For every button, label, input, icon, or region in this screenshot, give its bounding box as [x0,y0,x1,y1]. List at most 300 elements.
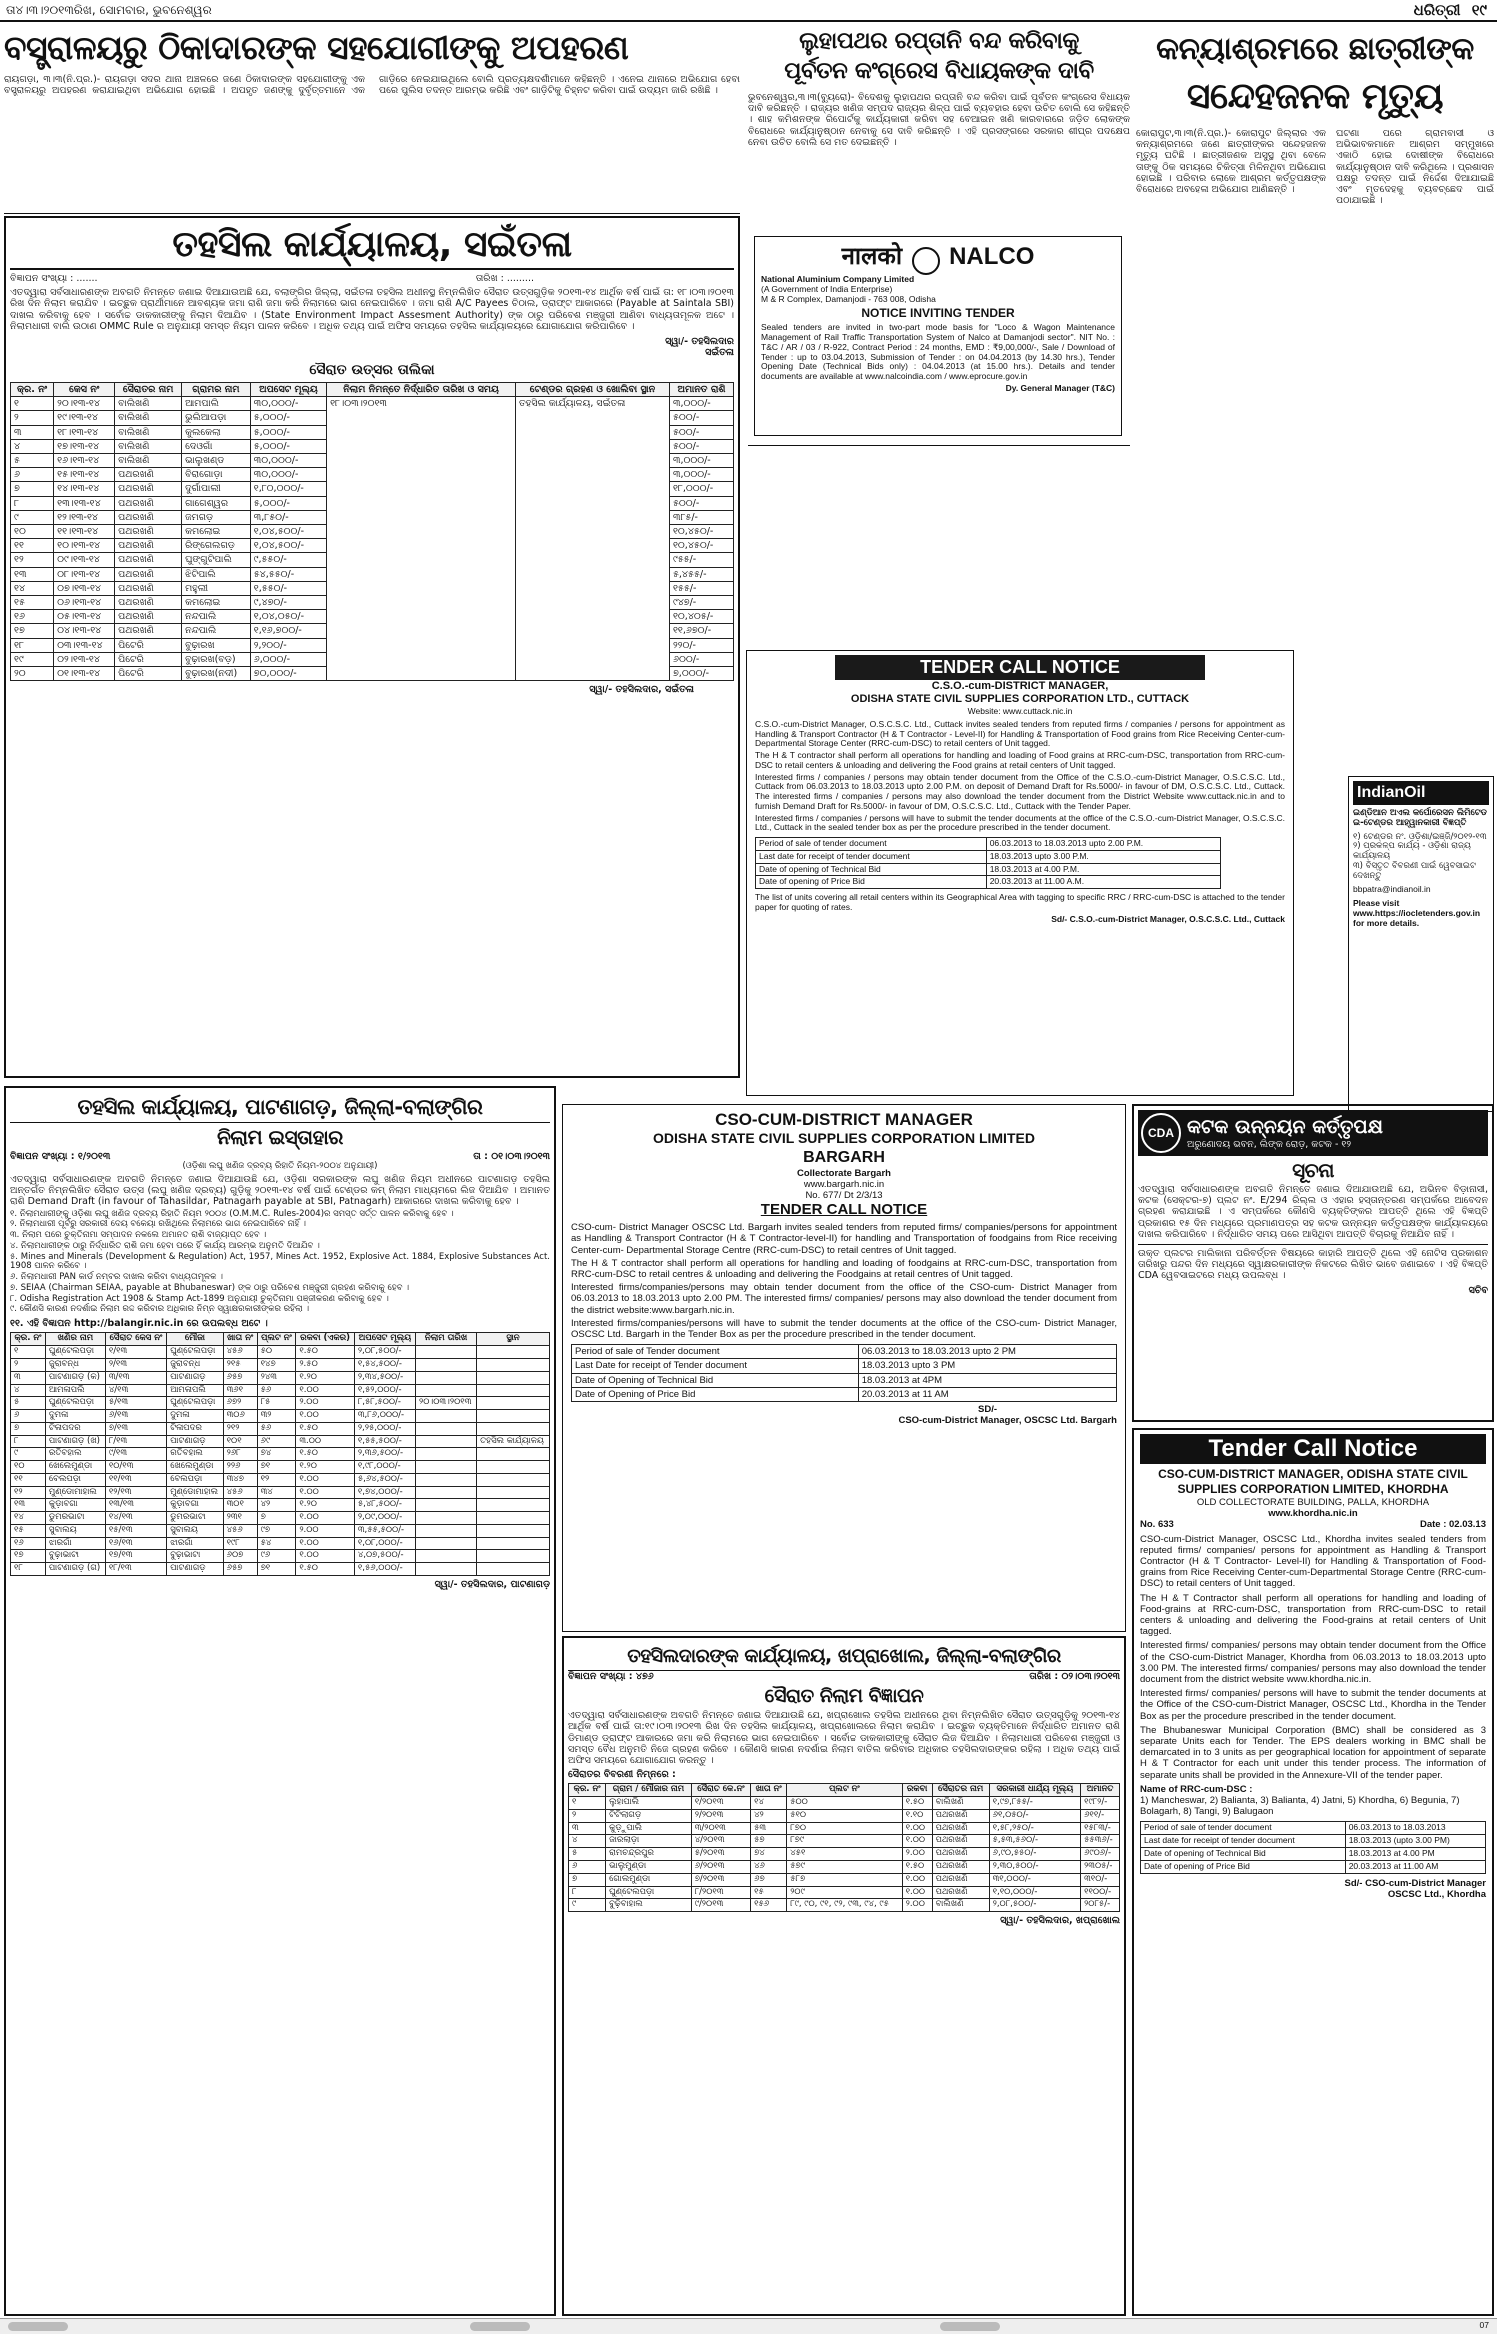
khordha-p3: Interested firms/ companies/ persons may obtain tender document from the Office of the CSO-cum-District Manager, Khordha from 06.03.2013 to 18.03.2013 upto 3.00 PM. The interested firms/ companies/ persons may also download the tender document from the district website www.khordha.nic.in. [1140,1640,1486,1686]
bargarh-tcn: TENDER CALL NOTICE [760,1201,928,1219]
table-cell: ୧୦,୪୫୦/- [669,539,733,553]
table-cell: ୩୧୦/- [1081,1873,1120,1886]
table-cell: Last date for receipt of tender document [1141,1835,1346,1848]
table-cell: ୩୪ [257,1486,296,1499]
masthead [0,0,1497,22]
table-cell: ୨,୩୪,୫୦୦/- [354,1371,415,1384]
table-header-cell: ସୈରାତ କେ.ନଂ [691,1784,750,1797]
table-cell: ୧.୦୦ [296,1384,355,1397]
table-cell: ବୁଢ଼ାରଖ(ବଡ଼) [182,652,251,666]
table-cell: ୦୫।୧୩-୧୪ [54,610,115,624]
saintala-table [10,382,734,681]
table-row [11,1499,550,1512]
table-cell: ୧୭।୧୩-୧୪ [54,439,115,453]
table-cell: ଜୁରାବନ୍ଧ [167,1358,223,1371]
table-cell: ୧୧ [11,539,54,553]
table-cell [416,1524,477,1537]
table-cell [416,1448,477,1461]
table-cell [416,1461,477,1474]
table-header-cell: ନିଲାମ ତାରିଖ [416,1333,477,1346]
table-cell: ୦୪।୧୩-୧୪ [54,624,115,638]
table-cell: ବାଲିଖଣି [115,453,182,467]
table-cell [416,1346,477,1359]
khaprakhol-table [568,1783,1120,1912]
table-cell: ବାଲିଖଣି [932,1899,989,1912]
table-cell: ୧୦ [11,524,54,538]
table-cell: ୬୭ [751,1873,787,1886]
table-cell: ୯୭ [257,1524,296,1537]
saintala-sign: ସ୍ୱା/- ତହସିଲଦାର [665,336,734,348]
cuttack-p2: The H & T contractor shall perform all operations for handling and loading of Food grains at RRC-cum-DSC, transportation from RRC-cum-DSC to retail centers & unloading and delivering the Food grains at retail centers of Unit tagged. [755,750,1285,770]
table-cell: ୨,୦୮,୫୦୦/- [989,1899,1080,1912]
table-cell: ମୁଣ୍ଡୋମାହାଲ [167,1486,223,1499]
bargarh-p2: The H & T contractor shall perform all operations for handling and loading of foodgains at RRC-cum-DSC, transportation from RRC-cum-DSC to retail centres & unloading and delivering the Foodgains at retail centres of Unit tagged. [571,1257,1117,1280]
table-cell: ପଥରଖଣି [932,1848,989,1861]
table-cell: ୧୯ [11,652,54,666]
table-cell: ୧୮,୦୦୦/- [669,482,733,496]
saintala-table-header [11,382,734,396]
cuttack-tender [746,650,1294,1096]
table-cell [477,1486,550,1499]
khordha-p1: CSO-cum-District Manager, OSCSC Ltd., Khordha invites sealed tenders from reputed firms/ companies/ persons for appointment as Handling & Transport Contractor (H & T Contractor- Level-II) for Handling & Transportation of Food-grains from Rice Receiving Center-cum-Departmental Storage Centre (RRC-cum-DSC) to retail centers of Unit tagged. [1140,1533,1486,1590]
table-cell: ୧,୫୨,୦୦୦/- [354,1384,415,1397]
indianoil-brand: IndianOil [1353,781,1489,805]
saintala-title: ତହସିଲ କାର୍ଯ୍ୟାଳୟ, ସଇଁତଳା [10,222,734,270]
table-cell [416,1410,477,1423]
table-cell: କୁଡ଼ାବଗା [45,1499,105,1512]
table-header-cell: ରକବା (ଏକର) [296,1333,355,1346]
cda-sign: ସଚିବ [1468,1284,1488,1296]
table-cell [416,1422,477,1435]
table-cell: ୯,୫୫୦/- [250,553,326,567]
bargarh-office: Collectorate Bargarh [797,1167,891,1179]
table-cell: ୫୦ [257,1346,296,1359]
table-header-cell: କ୍ର. ନଂ [11,1333,46,1346]
table-cell: ୧୩ [11,567,54,581]
khordha-rrc-title: Name of RRC-cum-DSC : [1140,1783,1253,1795]
table-cell: ପଥରଖଣି [115,595,182,609]
nalco-company: National Aluminium Company Limited [761,274,915,284]
table-cell: ଭାଲୁଖଣ୍ଡ [182,453,251,467]
table-cell: ୬ [569,1861,606,1874]
cda-subtitle: ସୂଚନା [1292,1158,1334,1182]
table-cell: ୫,୫୩,୫୬୦/- [989,1835,1080,1848]
khaprakhol-subtitle: ସୈରାତ ନିଲାମ ବିଜ୍ଞାପନ [764,1685,924,1708]
patnagarh-clause: ୬. ନିଲାମଧାରୀ PAN କାର୍ଡ ନମ୍ବର ଦାଖଲ କରିବା ବାଧ୍ୟତାମୂଳକ । [10,1272,223,1283]
saintala-footer-sign: ସ୍ୱା/- ତହସିଲଦାର, ସଇଁତଳା [589,684,694,696]
table-cell: ୫୬ [257,1384,296,1397]
khaprakhol-footer-sign: ସ୍ୱା/- ତହସିଲଦାର, ଖପ୍ରାଖୋଲ [1000,1915,1120,1927]
patnagarh-clause: ୪. ନିଲାମଧାରୀଙ୍କ ଠାରୁ ନିର୍ଦ୍ଧାରିତ ରାଶି ଜମା ହେବା ପରେ ହିଁ କାର୍ଯ୍ୟ ଆରମ୍ଭ ଅନୁମତି ଦିଆଯିବ । [10,1240,320,1251]
table-row [11,1358,550,1371]
table-cell: ୧,୦୪,୫୦୦/- [250,524,326,538]
table-cell: ୧.୦୦ [296,1512,355,1525]
table-cell: କମଲୋଇ [182,595,251,609]
khaprakhol-body: ଏତଦ୍ୱାରା ସର୍ବସାଧାରଣଙ୍କ ଅବଗତି ନିମନ୍ତେ ଜଣାଇ ଦିଆଯାଉଛି ଯେ, ଖପ୍ରାଖୋଲ ତହସିଲ ଅଧୀନରେ ଥିବା ନିମ୍ନଲିଖିତ ସୈରାତ ଉତ୍ସଗୁଡ଼ିକୁ ୨୦୧୩-୧୪ ଆର୍ଥିକ ବର୍ଷ ପାଇଁ ତା:୧୯।୦୩।୨୦୧୩ ରିଖ ଦିନ ତହସିଲ କାର୍ଯ୍ୟାଳୟ, ଖପ୍ରାଖୋଲରେ ନିଲାମ କରାଯିବ । ଇଚ୍ଛୁକ ବ୍ୟକ୍ତିମାନେ ନିର୍ଦ୍ଧାରିତ ଅମାନତ ରାଶି ଡିମାଣ୍ଡ ଡ୍ରାଫ୍ଟ ଆକାରରେ ଜମା କରି ନିଲାମରେ ଭାଗ ନେଇପାରିବେ । ସର୍ବୋଚ୍ଚ ଡାକକାରୀଙ୍କୁ ସୈରାତ ଲିଜ ଦିଆଯିବ । ନିଲାମଧାରୀ ପରିବେଶ ମଞ୍ଜୁରୀ ଓ ସମସ୍ତ ବୈଧ ଅନୁମତି ନିଜେ ଗ୍ରହଣ କରିବେ । କୌଣସି କାରଣ ନଦର୍ଶାଇ ନିଲାମ ବାତିଲ କରିବାର ଅଧିକାର ତହସିଲଦାରଙ୍କର ରହିଲା । ଅଧିକ ତଥ୍ୟ ପାଇଁ ଅଫିସ ସମୟରେ ଯୋଗାଯୋଗ କରନ୍ତୁ । [568,1710,1120,1767]
table-cell: ୨,୩୦,୫୦୦/- [989,1861,1080,1874]
table-cell: ୯ [11,510,54,524]
table-cell: ବାଲିଖଣି [115,397,182,411]
table-cell: ୨,୨୦୦/- [250,638,326,652]
table-cell: ପଥରଖଣି [115,468,182,482]
table-cell: Last date for receipt of tender document [756,850,987,863]
footer-mark-left [8,2322,68,2331]
bargarh-ref: No. 677/ Dt 2/3/13 [805,1190,883,1202]
table-cell: ଦେଓଗାଁ [182,439,251,453]
table-row [11,1397,550,1410]
table-cell: ୮/୨୦୧୩ [691,1886,750,1899]
table-cell: ୧,୧୦,୦୦୦/- [989,1886,1080,1899]
table-cell: ୩,୦୦୦/- [669,397,733,411]
table-cell: ୬ [11,468,54,482]
table-cell: ୧୪୭ [257,1358,296,1371]
table-cell: ୮,୫୮,୫୦୦/- [354,1397,415,1410]
table-cell: ୧ [11,1346,46,1359]
table-cell: ୧,୦୮,୦୦୦/- [354,1537,415,1550]
table-cell: ୧୫ [751,1886,787,1899]
table-cell: ପାଟଣାଗଡ଼ [167,1563,223,1576]
table-header-cell: ଖାତା ନଂ [751,1784,787,1797]
table-cell: ୧୦,୪୫୦/- [669,524,733,538]
table-cell: ବୁଢ଼ାଭାଟା [45,1550,105,1563]
khordha-sign1: Sd/- CSO-cum-District Manager [1344,1877,1486,1889]
table-cell [416,1550,477,1563]
table-cell: ୭/୨୦୧୩ [691,1873,750,1886]
khordha-title: Tender Call Notice [1140,1434,1486,1464]
table-cell: ଜାରଲାଡ଼ା [606,1835,692,1848]
table-cell [416,1537,477,1550]
table-cell [477,1448,550,1461]
table-cell: ୧୮ [11,638,54,652]
table-cell: ବୁଢ଼ିବାହାଲ [606,1899,692,1912]
table-row [11,1422,550,1435]
table-cell: ୨,୦୯,୦୦୦/- [354,1512,415,1525]
page-number: ୧୯ [1471,1,1487,19]
table-cell: ୩,୮୫୦/- [250,510,326,524]
table-row [569,1861,1120,1874]
table-cell [477,1397,550,1410]
table-cell [477,1563,550,1576]
table-cell: ପଥରଖଣି [932,1873,989,1886]
table-cell: ୧.୨୦ [296,1499,355,1512]
table-cell: ୫,୦୦୦/- [250,425,326,439]
saintala-sign-block [10,336,734,358]
table-cell: ରତିବହାଲ [167,1448,223,1461]
table-cell: 18.03.2013 (upto 3.00 PM) [1345,1835,1485,1848]
table-cell: ୬୧୧/- [1081,1809,1120,1822]
table-row [569,1899,1120,1912]
table-cell: ତହସିଲ କାର୍ଯ୍ୟାଳୟ [477,1435,550,1448]
table-header-cell: ପ୍ଲଟ ନଂ [257,1333,296,1346]
table-cell: Period of sale of tender document [756,838,987,851]
khordha-ref-row [1140,1519,1486,1530]
table-row [11,1371,550,1384]
table-header-cell: ଟେଣ୍ଡର ଗ୍ରହଣ ଓ ଖୋଲିବା ସ୍ଥାନ [516,382,670,396]
table-cell: ୧୫୮୩/- [1081,1822,1120,1835]
table-cell: ୮ [11,1435,46,1448]
table-cell: ୧.୫୦ [902,1861,932,1874]
table-header-cell: ନିଲାମ ନିମନ୍ତେ ନିର୍ଦ୍ଧାରିତ ତାରିଖ ଓ ସମୟ [327,382,516,396]
khordha-p4: Interested firms/ companies/ persons will have to submit the tender documents at the Office of the CSO-cum-District Manager, OSCSC Ltd., Khordha in the Tender Box as per the procedure prescribed in the tender document. [1140,1688,1486,1722]
saintala-sign2: ସଇଁତଳା [705,347,734,359]
table-cell: ପଥରଖଣି [932,1822,989,1835]
table-cell: ୧୭ [11,1550,46,1563]
table-cell: ୧/୧୩ [105,1346,166,1359]
table-cell: 18.03.2013 at 4.00 PM [1345,1848,1485,1861]
table-cell: Date of opening of Technical Bid [1141,1848,1346,1861]
cuttack-title: TENDER CALL NOTICE [835,655,1205,680]
table-cell: ୧,୧୬,୭୦୦/- [250,624,326,638]
indianoil-web: Please visit www.https://iocletenders.gov.in for more details. [1353,898,1481,928]
table-cell: 18.03.2013 at 4.00 P.M. [986,863,1221,876]
table-cell: ସୁବାଲୟ [45,1524,105,1537]
table-cell: କୁଡ଼ାବଗା [167,1499,223,1512]
table-cell: ପିଟେରି [115,638,182,652]
story-hostel-headline-1: କନ୍ୟାଶ୍ରମରେ ଛାତ୍ରୀଙ୍କ [1156,31,1474,67]
cda-ad [1132,1104,1494,1422]
table-cell: ୮୯, ୯୦, ୯୧, ୯୨, ୯୩, ୯୪, ୯୫ [787,1899,902,1912]
table-cell: ୨୦।୧୩-୧୪ [54,397,115,411]
table-cell: ପଥରଖଣି [115,624,182,638]
table-cell: କୁଡ଼ୁପାଲି [606,1822,692,1835]
page-footer [0,2318,1497,2334]
table-cell: ଭାଲୁମୁଣ୍ଡା [606,1861,692,1874]
table-cell: ୬/୨୦୧୩ [691,1861,750,1874]
khordha-p5: The Bhubaneswar Municipal Corporation (BMC) shall be considered as 3 separate Units each for Tender. The EPS dealers working in BMC shall be demarcated in to 3 units as per geographical location for appointment of separate H & T Contractor for each unit under this tender process. The information of separate units shall be provided in the Annexure-VII of the tender paper. [1140,1724,1486,1781]
table-cell: ୨୦।୦୩।୨୦୧୩ [416,1397,477,1410]
patnagarh-clause: ୩. ନିଲାମ ପରେ ଚୁକ୍ତିନାମା ସମ୍ପାଦନ ନକଲେ ଅମାନତ ରାଶି ବାଜ୍ୟାପ୍ତ ହେବ । [10,1230,267,1241]
bargarh-sign: CSO-cum-District Manager, OSCSC Ltd. Bargarh [898,1415,1117,1427]
table-cell: ୧୯।୧୩-୧୪ [54,411,115,425]
table-cell: ୪/୨୦୧୩ [691,1835,750,1848]
table-cell: ବାଲିଖଣି [115,425,182,439]
table-cell: ୫୭ [751,1835,787,1848]
bargarh-sd: SD/- [978,1403,997,1415]
bargarh-p3: Interested firms/companies/persons may obtain tender document from the office of the CSO-cum- District Manager from 06.03.2013 to 18.03.2013 upto 2.00 PM. The interested firms/ companies/ persons may also download the tender document from the district website:www.bargarh.nic.in. [571,1282,1117,1316]
table-cell [477,1499,550,1512]
table-cell: ୧୨ [11,1486,46,1499]
table-header-cell: ସୈରାତର ନାମ [932,1784,989,1797]
table-cell: ୧୬ [11,610,54,624]
table-cell: ୧୮।୦୩।୨୦୧୩ [327,397,516,681]
story-hostel-headline-2: ସନ୍ଦେହଜନକ ମୃତ୍ୟୁ [1186,76,1444,117]
bargarh-title2: ODISHA STATE CIVIL SUPPLIES CORPORATION LIMITED [653,1130,1035,1147]
nalco-logo-row [761,241,1115,275]
table-cell: ୮୭୦ [787,1822,902,1835]
table-cell: ୦୭।୧୩-୧୪ [54,581,115,595]
table-cell: ୦୬।୧୩-୧୪ [54,595,115,609]
patnagarh-clause: ୫. Mines and Minerals (Development & Regulation) Act, 1957, Mines Act. 1952, Explosive Act. 1884, Explosive Substances Act. 1908 ପାଳନ କରିବେ । [10,1251,550,1272]
table-row [1141,1860,1486,1873]
cda-notice: ଉକ୍ତ ପ୍ଲଟର ମାଲିକାନା ପରିବର୍ତ୍ତନ ବିଷୟରେ କାହାରି ଆପତ୍ତି ଥିଲେ ଏହି ନୋଟିସ ପ୍ରକାଶନ ତାରିଖରୁ ପନ୍ଦର ଦିନ ମଧ୍ୟରେ ସ୍ୱାକ୍ଷରକାରୀଙ୍କ ନିକଟରେ ଲିଖିତ ଭାବେ ଜଣାଇବେ । ଏହି ବିଜ୍ଞପ୍ତି CDA ୱେବସାଇଟରେ ମଧ୍ୟ ଉପଲବ୍ଧ । [1138,1244,1488,1282]
table-row [569,1873,1120,1886]
table-cell: ୦୯।୧୩-୧୪ [54,553,115,567]
table-cell: ୧୫ [11,595,54,609]
table-cell: ୯ [11,1448,46,1461]
table-cell: ୨୦୮୫/- [1081,1899,1120,1912]
table-cell: ୩୨ [257,1410,296,1423]
table-cell: ୦୧।୧୩-୧୪ [54,666,115,680]
table-cell: ୧.୦୦ [296,1550,355,1563]
table-cell: Date of opening of Price Bid [1141,1860,1346,1873]
patnagarh-notice-no: ବିଜ୍ଞାପନ ସଂଖ୍ୟା : ୧/୨୦୧୩ [10,1151,111,1162]
table-cell: ୫,୪୫୫/- [669,567,733,581]
table-cell [477,1346,550,1359]
cuttack-p4: Interested firms / companies / persons will have to submit the tender documents at the office of the C.S.O.-cum-District Manager, O.S.C.S.C. Ltd., Cuttack in the sealed tender box as per the procedure prescribed in the tender document. [755,812,1285,833]
table-cell: ପାଟଣାଗଡ଼ [167,1371,223,1384]
indianoil-item2: ୨) ପ୍ରକଳ୍ପ କାର୍ଯ୍ୟ - ଓଡ଼ିଶା ରାଜ୍ୟ କାର୍ଯ୍ୟାଳୟ [1353,841,1471,862]
table-cell: ୩,୦୦୦/- [669,453,733,467]
table-cell: ୫୦୦/- [669,425,733,439]
table-cell: 18.03.2013 upto 3 PM [858,1359,1116,1373]
patnagarh-subtitle: ନିଲାମ ଇସ୍ତାହାର [217,1125,343,1149]
khaprakhol-ad [562,1636,1126,2316]
table-cell: ୭୧ [257,1461,296,1474]
cuttack-org2: ODISHA STATE CIVIL SUPPLIES CORPORATION LTD., CUTTACK [850,693,1190,706]
table-cell: ମହୁଲୀ [182,581,251,595]
table-cell: ୬ [11,1410,46,1423]
table-header-cell: ସୈରାତ କେସ ନଂ [105,1333,166,1346]
table-cell: ୧.୦୦ [902,1835,932,1848]
table-cell: ୫୦୦ [787,1797,902,1810]
table-row [11,1524,550,1537]
table-cell: ୦୨।୧୩-୧୪ [54,652,115,666]
table-cell: ୧ [11,397,54,411]
patnagarh-clause: ୭. SEIAA (Chairman SEIAA, payable at Bhubaneswar) ଙ୍କ ଠାରୁ ପରିବେଶ ମଞ୍ଜୁରୀ ଗ୍ରହଣ କରିବାକୁ ହେବ । [10,1282,410,1293]
nalco-nit: NOTICE INVITING TENDER [861,306,1015,321]
table-cell: ଝିଟିପାଲି [182,567,251,581]
table-cell: ୫,୦୦୦/- [250,411,326,425]
table-row [569,1886,1120,1899]
table-cell: ୪୬ [751,1861,787,1874]
table-cell: ୭୪ [257,1448,296,1461]
indianoil-line2: ଇ-ଟେଣ୍ଡର ଆହ୍ୱାନକାରୀ ବିଜ୍ଞପ୍ତି [1353,817,1467,828]
table-cell: ୬/୧୩ [105,1410,166,1423]
cuttack-schedule [755,837,1221,889]
table-row [756,863,1221,876]
table-cell: ୪୫୧ [787,1848,902,1861]
table-cell: ୧୪ [751,1797,787,1810]
table-cell: ନନ୍ଦପାଲି [182,610,251,624]
table-cell: ୧୧ [11,1473,46,1486]
table-cell: ୧.୦୦ [296,1473,355,1486]
bargarh-p4: Interested firms/companies/persons will have to submit the tender documents at the office of the CSO-cum- District Manager, OSCSC Ltd. Bargarh in the Tender Box as per the procedure prescribed in the tender document. [571,1317,1117,1340]
table-cell: ୧୮।୧୩-୧୪ [54,425,115,439]
cda-address: ଅରୁଣୋଦୟ ଭବନ, ଲିଙ୍କ ରୋଡ଼, କଟକ - ୧୨ [1187,1139,1352,1151]
table-cell: ୪ [569,1835,606,1848]
table-cell: ୧ [569,1797,606,1810]
table-cell: ୬,୦୦୦/- [250,652,326,666]
table-cell: ଭୁଲିଆପଡ଼ା [182,411,251,425]
patnagarh-clause: ୯. କୌଣସି କାରଣ ନଦର୍ଶାଇ ନିଲାମ ରଦ୍ଦ କରିବାର ଅଧିକାର ନିମ୍ନ ସ୍ୱାକ୍ଷରକାରୀଙ୍କର ରହିଲା । [10,1304,310,1315]
table-cell: ବାଲିଖଣି [932,1797,989,1810]
table-cell: ୧.୦୦ [296,1537,355,1550]
table-cell: ୧.୫୦ [296,1563,355,1576]
table-cell: ୨୧୨ [223,1422,257,1435]
table-cell: ୧୧୦୦/- [1081,1886,1120,1899]
table-cell: ୫,୦୦୦/- [250,496,326,510]
table-cell [477,1512,550,1525]
table-cell: ୧.୦୦ [902,1873,932,1886]
table-row [11,397,734,411]
table-cell: ୮୭୯ [787,1835,902,1848]
table-cell: ତହସିଲ କାର୍ଯ୍ୟାଳୟ, ସଇଁତଳା [516,397,670,681]
table-cell: ୧,୫୪,୫୦୦/- [354,1358,415,1371]
nalco-company-sub: (A Government of India Enterprise) [761,283,893,294]
table-cell: ଖେଲେମୁଣ୍ଡା [167,1461,223,1474]
patnagarh-date: ତା : ୦୧।୦୩।୨୦୧୩ [473,1151,550,1162]
table-cell: ୧୪ [11,1512,46,1525]
bargarh-web: www.bargarh.nic.in [803,1178,885,1190]
table-cell: ୨ [569,1809,606,1822]
khaprakhol-list-title: ସୈରାତର ବିବରଣୀ ନିମ୍ନରେ : [568,1769,676,1781]
table-cell: ୬୧,୦୫୦/- [989,1809,1080,1822]
nalco-body: Sealed tenders are invited in two-part mode basis for "Loco & Wagon Maintenance Management of Rail Traffic Transportation System of Nalco at Damanjodi sector". NIT No. : T&C / AR / 03 / R-922, Contract Period : 24 months, EMD : ₹9,00,000/-, Sale / Download of Tender : up to 03.04.2013, Submission of Tender : on 04.04.2013 (by 14.30 hrs.), Tender Opening Date (Technical Bids only) : 04.04.2013 (at 15.00 hrs.). Details and tender documents are available at www.nalcoindia.com / www.eprocure.gov.in [761,322,1115,382]
table-cell: ଟିଟିଲାଗଡ଼ [606,1809,692,1822]
table-cell: ୫୩ [751,1822,787,1835]
khordha-p2: The H & T Contractor shall perform all operations for handling and loading of Food-grains at RRC-cum-DSC, transportation from RRC-cum-DSC to retail centers & unloading and delivering the Food-grains at retail centers of Unit tagged. [1140,1592,1486,1638]
khaprakhol-ref-row [568,1671,1120,1682]
table-cell: ଦୁମଳା [167,1410,223,1423]
table-cell [416,1486,477,1499]
patnagarh-clauses [10,1210,550,1316]
table-header-cell: ଅମାନତ ରାଶି [669,382,733,396]
table-cell: ୧୫/୧୩ [105,1524,166,1537]
table-cell: ଘୁଣ୍ଟେଲପଡ଼ା [606,1886,692,1899]
table-cell: ୪୫୬ [223,1486,257,1499]
table-cell: ୧୩ [11,1499,46,1512]
table-cell [477,1371,550,1384]
table-cell: ୭ [569,1873,606,1886]
bargarh-p1: CSO-cum- District Manager OSCSC Ltd. Bargarh invites sealed tenders from reputed firms/ companies/persons for appointment as Handling & Transport Contractor (H & T Contractor-level-II) for handling and Transportation of foodgains from Rice receiving Center-cum- Departmental Storage Centre (RRC-cum-DSC) to retail centres of Unit tagged. [571,1222,1117,1256]
table-cell: ୭୦,୦୦୦/- [250,666,326,680]
table-cell: ୧୦/୧୩ [105,1461,166,1474]
table-cell: ପଥରଖଣି [932,1861,989,1874]
table-cell: ୧.୦୦ [902,1886,932,1899]
table-cell: ପିଟେରି [115,666,182,680]
cda-header-text [1187,1116,1383,1151]
table-cell [416,1384,477,1397]
table-cell: ୧୬ [11,1537,46,1550]
table-cell: Date of Opening of Technical Bid [572,1373,859,1387]
cuttack-p1: C.S.O.-cum-District Manager, O.S.C.S.C. Ltd., Cuttack invites sealed tenders from reputed firms / companies / persons for appointment as Handling & Transport Contractor (H & T Contractor - Level-II) for Handling & Transportation of Food grains from Rice Receiving Center-cum-Departmental Storage Center (RRC-cum-DSC) to retail centers of Unit tagged. [755,718,1285,749]
table-cell: ସୁବାଲୟ [167,1524,223,1537]
table-cell: ୨୧୫ [223,1358,257,1371]
masthead-paper [1414,1,1487,20]
table-header-cell: ଅମାନତ [1081,1784,1120,1797]
table-cell: ଡୁମରଭାଟା [167,1512,223,1525]
patnagarh-table-header [11,1333,550,1346]
table-row [572,1373,1117,1387]
nalco-logo-hindi: नालको [841,242,903,270]
table-cell: 06.03.2013 to 18.03.2013 upto 2.00 P.M. [986,838,1221,851]
table-cell: ୧.୫୦ [296,1422,355,1435]
saintala-body: ଏତଦ୍ୱାରା ସର୍ବସାଧାରଣଙ୍କ ଅବଗତି ନିମନ୍ତେ ଜଣାଇ ଦିଆଯାଉଅଛି ଯେ, ବଲାଙ୍ଗିର ଜିଲ୍ଲା, ସଇଁତଳା ତହସିଲ ଅଧୀନସ୍ଥ ନିମ୍ନଲିଖିତ ସୈରାତ ଉତ୍ସଗୁଡ଼ିକ ୨୦୧୩-୧୪ ଆର୍ଥିକ ବର୍ଷ ପାଇଁ ତା: ୧୮।୦୩।୨୦୧୩ ରିଖ ଦିନ ନିଲାମ କରାଯିବ । ଇଚ୍ଛୁକ ପ୍ରାର୍ଥୀମାନେ ଆବଶ୍ୟକ ଜମା ରାଶି ଜମା କରି ନିଲାମରେ ଭାଗ ନେଇପାରିବେ । ଜମା ରାଶି A/C Payees ଚିଠାଲ, ଡ୍ରାଫ୍ଟ ଆକାରରେ (Payable at Saintala SBI) ଦାଖଲ କରିବାକୁ ହେବ । ସର୍ବୋଚ୍ଚ ଡାକକାରୀଙ୍କୁ ନିଲାମ ଦିଆଯିବ । (State Environment Impact Assesment Authority) ଙ୍କ ଠାରୁ ପରିବେଶ ମଞ୍ଜୁରୀ ଆଣିବା ବାଧ୍ୟତାମୂଳକ ଅଟେ । ନିଲାମଧାରୀ ବାଲି ଉଠାଣ OMMC Rule ର ଅନୁଯାୟୀ ସମସ୍ତ ନିୟମ ପାଳନ କରିବେ । ଅଧିକ ତଥ୍ୟ ପାଇଁ ଅଫିସ ସମୟରେ ତହସିଲ କାର୍ଯ୍ୟାଳୟରେ ଯୋଗାଯୋଗ କରିପାରିବେ । [10,287,734,332]
table-cell: ୨ [11,411,54,425]
table-cell: ୪,୦୭,୫୦୦/- [354,1550,415,1563]
table-cell: ୧୧/୧୩ [105,1473,166,1486]
table-cell: ପଥରଖଣି [115,581,182,595]
patnagarh-footer-sign: ସ୍ୱା/- ତହସିଲଦାର, ପାଟଣାଗଡ଼ [434,1578,550,1590]
table-row [572,1345,1117,1359]
table-row [1141,1848,1486,1861]
table-cell: ୧୯୮୨/- [1081,1797,1120,1810]
table-cell: ୧୩।୧୩-୧୪ [54,496,115,510]
table-cell: ୯/୧୩ [105,1448,166,1461]
table-cell: ୫୪ [257,1537,296,1550]
table-cell: ବେଲପଡ଼ା [45,1473,105,1486]
table-cell: ୦୮।୧୩-୧୪ [54,567,115,581]
